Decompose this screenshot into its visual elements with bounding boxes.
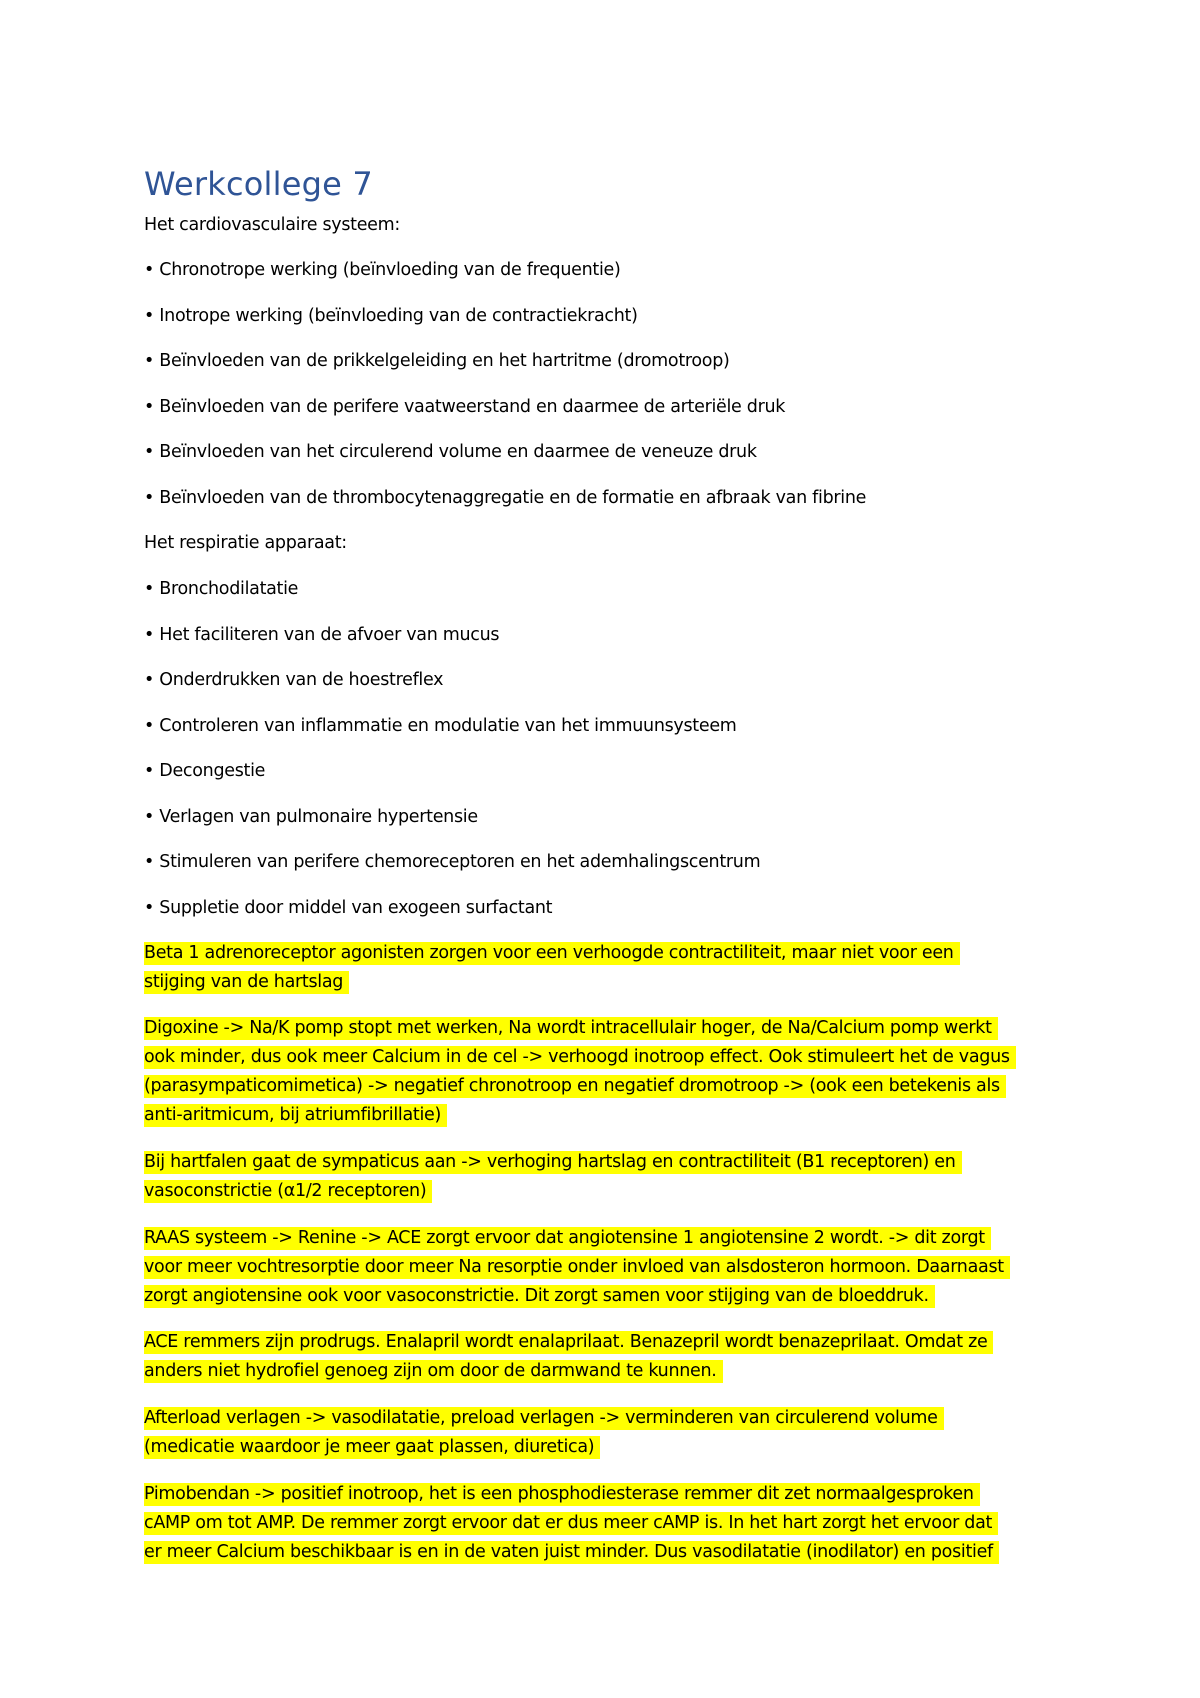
note-line: (medicatie waardoor je meer gaat plassen, diuretica) xyxy=(144,1436,600,1459)
list-item: • Chronotrope werking (beïnvloeding van de frequentie) xyxy=(144,260,621,280)
highlighted-note xyxy=(144,1480,999,1567)
note-line: anti-aritmicum, bij atriumfibrillatie) xyxy=(144,1104,447,1127)
note-line: zorgt angiotensine ook voor vasoconstrictie. Dit zorgt samen voor stijging van de bloeddruk. xyxy=(144,1285,935,1308)
list-item: • Beïnvloeden van de thrombocytenaggregatie en de formatie en afbraak van fibrine xyxy=(144,488,867,508)
section-heading-resp: Het respiratie apparaat: xyxy=(144,533,347,553)
page-title: Werkcollege 7 xyxy=(144,165,373,203)
list-item: • Het faciliteren van de afvoer van mucus xyxy=(144,625,500,645)
note-line: er meer Calcium beschikbaar is en in de vaten juist minder. Dus vasodilatatie (inodilator) en positief xyxy=(144,1541,999,1564)
note-line: voor meer vochtresorptie door meer Na resorptie onder invloed van alsdosteron hormoon. Daarnaast xyxy=(144,1256,1010,1279)
list-item: • Onderdrukken van de hoestreflex xyxy=(144,670,444,690)
highlighted-note xyxy=(144,1148,962,1206)
note-line: stijging van de hartslag xyxy=(144,971,349,994)
note-line: Pimobendan -> positief inotroop, het is een phosphodiesterase remmer dit zet normaalgesproken xyxy=(144,1483,980,1506)
list-item: • Stimuleren van perifere chemoreceptoren en het ademhalingscentrum xyxy=(144,852,761,872)
note-line: cAMP om tot AMP. De remmer zorgt ervoor dat er dus meer cAMP is. In het hart zorgt het ervoor dat xyxy=(144,1512,998,1535)
list-item: • Bronchodilatatie xyxy=(144,579,299,599)
note-line: Beta 1 adrenoreceptor agonisten zorgen voor een verhoogde contractiliteit, maar niet voor een xyxy=(144,942,960,965)
section-heading-cardio: Het cardiovasculaire systeem: xyxy=(144,215,400,235)
list-item: • Decongestie xyxy=(144,761,266,781)
highlighted-note xyxy=(144,1014,1016,1130)
list-item: • Suppletie door middel van exogeen surfactant xyxy=(144,898,553,918)
highlighted-note xyxy=(144,939,960,997)
list-item: • Verlagen van pulmonaire hypertensie xyxy=(144,807,478,827)
note-line: ACE remmers zijn prodrugs. Enalapril wordt enalaprilaat. Benazepril wordt benazeprilaat. Omdat ze xyxy=(144,1331,993,1354)
list-item: • Controleren van inflammatie en modulatie van het immuunsysteem xyxy=(144,716,737,736)
note-line: Bij hartfalen gaat de sympaticus aan -> verhoging hartslag en contractiliteit (B1 receptoren) en xyxy=(144,1151,962,1174)
highlighted-note xyxy=(144,1404,944,1462)
note-line: Digoxine -> Na/K pomp stopt met werken, Na wordt intracellulair hoger, de Na/Calcium pomp werkt xyxy=(144,1017,998,1040)
note-line: anders niet hydrofiel genoeg zijn om door de darmwand te kunnen. xyxy=(144,1360,723,1383)
list-item: • Beïnvloeden van de perifere vaatweerstand en daarmee de arteriële druk xyxy=(144,397,786,417)
note-line: ook minder, dus ook meer Calcium in de cel -> verhoogd inotroop effect. Ook stimuleert het de vagus xyxy=(144,1046,1016,1069)
highlighted-note xyxy=(144,1224,1010,1311)
note-line: vasoconstrictie (α1/2 receptoren) xyxy=(144,1180,432,1203)
list-item: • Beïnvloeden van het circulerend volume en daarmee de veneuze druk xyxy=(144,442,757,462)
note-line: (parasympaticomimetica) -> negatief chronotroop en negatief dromotroop -> (ook een betekenis als xyxy=(144,1075,1006,1098)
list-item: • Beïnvloeden van de prikkelgeleiding en het hartritme (dromotroop) xyxy=(144,351,730,371)
highlighted-note xyxy=(144,1328,993,1386)
list-item: • Inotrope werking (beïnvloeding van de contractiekracht) xyxy=(144,306,638,326)
note-line: Afterload verlagen -> vasodilatatie, preload verlagen -> verminderen van circulerend volume xyxy=(144,1407,944,1430)
note-line: RAAS systeem -> Renine -> ACE zorgt ervoor dat angiotensine 1 angiotensine 2 wordt. -> dit zorgt xyxy=(144,1227,991,1250)
